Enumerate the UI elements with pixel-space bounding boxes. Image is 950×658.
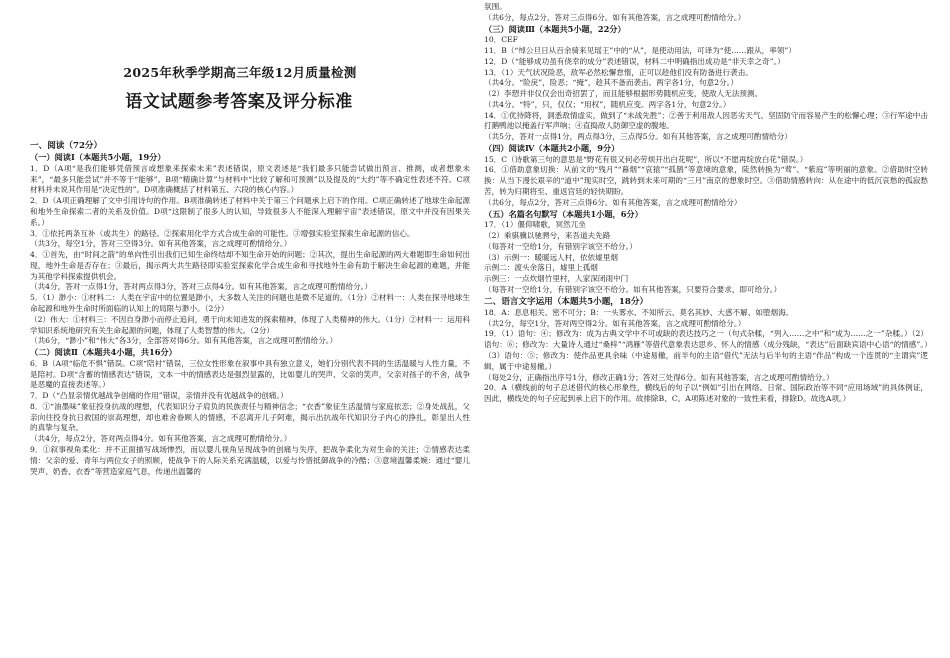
score-note-q14: （共5分，答对一点得1分，两点得3分，三点得5分。如有其他答案，言之成理可酌情给分） [484,132,792,142]
score-note-q17-3: （每答对一空给1分，有错别字该空不给分。如有其他答案，只要符合要求，即可给分。） [484,284,782,294]
answer-q15: 15．C（诗歌第三句的意思是“野花有很又何必劳烦开出白花呢”，所以“不愿再绽放白花”错误。） [484,154,808,164]
answer-q9: 9．①叙事视角柔化：并不正面描写战场惨烈，而以婴儿视角呈现战争的创痛与失序，把战争柔化为对生命的关注；②情感表达柔情：父亲的爱、青年与两位女子的照顾，使战争下的人际关系充满温暖，以爱与怜惜抵御战争的冷酷；③意境温馨柔婉：通过“婴儿哭声、奶香、衣香”等营造家庭气息，传递出温馨的 [30,445,470,476]
answer-q5-small: 5．（1）渺小：①材料二：人类在宇宙中的位置是渺小，大多数人关注的问题也是微不足道的。（1分）②材料一：人类在探寻地球生命起源和地外生命时所面临的认知上的局限与渺小。（2分） [30,293,470,313]
score-note-q5: （共6分，“渺小”和“伟大”各3分，全部答对得6分。如有其他答案，言之成理可酌情给分。） [30,336,338,346]
answer-q17-2: （2）乘骐骥以驰骋兮，来吾道夫先路 [484,230,611,240]
answer-q17-3: （3）示例一：暖暖远人村，依依墟里烟 [484,252,618,262]
reading4-heading: （四）阅读Ⅳ（本题共2小题，9分） [484,143,620,154]
score-note-q8: （共4分，每点2分，答对两点得4分。如有其他答案，言之成理可酌情给分。） [30,434,292,444]
left-column [30,140,470,477]
answer-q20: 20．A（横线前的句子总述借代的核心形象性，横线后的句子以“例如”引出在网络、日常、国际政治等不同“应用场域”的具体例证，因此，横线处的句子应起到承上启下的作用。故排除B、C。A项陈述对象的一致性来看，排除D。故选A项。） [484,383,928,404]
answer-q13-2: （2）李愬并非仅仅会出奇招罢了，而且能够根据形势随机应变，使敌人无法预测。 [484,89,763,99]
doc-title: 语文试题参考答案及评分标准 [125,92,353,112]
section-reading-heading: 一、阅读（72分） [30,141,103,151]
answer-q4: 4．①首先，由“时间之箭”的单向性引出我们已知生命终结却不知生命开始的问题；②其次，提出生命起源的两大难题即生命如何出现，地外生命是否存在；③最后，揭示两大共生路径即实验室探索化学合成生命和寻找地外生命有助于解决生命起源的难题，并能为其他学科探索提供机会。 [30,250,470,281]
answer-q2: 2．D（A项正确理解了文中引用诗句的作用。B项准确转述了材料中关于第三个问题承上启下的作用。C项正确转述了地球生命起源和地外生命探索二者的关系及价值。D项“这限制了很多人的认知，导致很多人不能深入理解宇宙”表述错误，原文中并没有因果关系。） [30,196,470,227]
answer-q12: 12．D（“能够成功虽有侥幸的成分”表述错误，材料二中明确指出成功是“非天幸之奇”。） [484,56,785,66]
answer-q17-example3: 示例三：一点炊烟竹里村，人家深闭雨中门 [484,274,629,284]
answer-q14: 14．①优待降将，洞悉敌情虚实，做到了“未战先胜”；②善于利用敌人因恶劣天气、坚固防守而容易产生的松懈心理；③行军途中击打鹅鸭池以掩盖行军声响；④直捣敌人防御空虚的腹地。 [484,110,928,131]
score-note-q4: （共4分，答对一点得1分，答对两点得3分，答对三点得4分。如有其他答案，言之成理可酌情给分。） [30,282,373,292]
score-note-q13-2: （共4分。“特”，只，仅仅；“用权”，随机应变。两字各1分，句意2分。） [484,99,731,109]
answer-q18: 18．A：息息相关、密不可分；B：一头雾水、不知所云、莫名其妙、大惑不解、如堕烟海。 [484,307,794,317]
recitation-heading: （五）名篇名句默写（本题共1小题，6分） [484,208,643,219]
reading3-heading: （三）阅读Ⅲ（本题共5小题，22分） [484,23,626,34]
answer-q1: 1．D（A项“是我们能够凭借预言或想象来探索未来”表述错误，原文表述是“我们最多只能尝试做出预言、推测，或者想象未来”，“最多只能尝试”并不等于“能够”。B项“精确计算”与材料中“比较了解和可预测”以及提及的“大约”等不确定性表述不符。C项材料并未说其作用是“决定性的”。D项准确概括了材料第五、六段的核心内容。） [30,163,470,195]
answer-q8: 8．①“油墨味”象征投身抗战的理想，代表知识分子肩负的民族责任与精神信念；“衣香”象征生活温情与家庭依恋；②身处战乱，父亲向往投身抗日救国的崇高理想，却也难舍眷顾人的情感，不忍离开儿子阿难，揭示出抗战年代知识分子内心的挣扎，彰显出人性的真挚与复杂。 [30,401,470,433]
answer-q6: 6．B（A项“临危不惧”错误。C项“陪衬”错误，三位女性形象在叙事中具有独立意义，她们分别代表不同的生活温暖与人性力量，不是陪衬。D项“含蓄的情感表达”错误，文本一中的情感表达是强烈显露的，比如婴儿的哭声、父亲的笑声，父亲对孩子的不舍，战争是恶魔的直接表述等。） [30,358,470,390]
answer-q17-1: 17．（1）偃仰啸歌，冥然兀坐 [484,220,586,230]
answer-q3: 3．①依托两条互补（或共生）的路径。②探索用化学方式合成生命的可能性。③增强实验室探索生命起源的信心。 [30,228,415,238]
right-column [484,2,928,405]
answer-q7: 7．D（“凸显亲情优越战争创痛的作用”错误，亲情并没有优越战争的创痛。） [30,391,288,401]
exam-title: 2025年秋季学期高三年级12月质量检测 [123,65,357,80]
score-note-q3: （共3分，每空1分，答对三空得3分。如有其他答案，言之成理可酌情给分。） [30,239,292,249]
score-note-q9: （共6分，每点2分，答对三点得6分。如有其他答案，言之成理可酌情给分。） [484,12,746,22]
answer-q13-1: 13．（1）天气状况险恶，敌军必然松懈怠惰，正可以趁他们没有防备进行袭击。 [484,67,753,77]
reading2-heading: （二）阅读Ⅱ（本题共4小题，共16分） [30,347,177,358]
answer-q11: 11．B（“绰公旦日从百余骑来见瑶王”中的“从”，是使动用法，可译为“使……跟从，率领”） [484,45,796,55]
reading1-heading: （一）阅读Ⅰ（本题共5小题，19分） [30,152,166,163]
section-language-heading: 二、语言文字运用（本题共5小题，18分） [484,296,649,307]
answer-q10: 10．CEF [484,35,518,45]
answer-q17-example2: 示例二：渡头余落日，墟里上孤烟 [484,263,598,273]
score-note-q18: （共2分，每空1分，答对两空得2分。如有其他答案，言之成理可酌情给分。） [484,318,746,328]
score-note-q13-1: （共4分。“险戾”，险恶；“掩”，趁其不备而袭击。两字各1分，句意2分。） [484,78,739,88]
score-note-q17: （每答对一空给1分，有错别字该空不给分。） [484,241,637,251]
score-note-q16: （共6分，每点2分，答对三点得6分。如有其他答案，言之成理可酌情给分） [484,197,742,207]
answer-q16: 16．①借助意象切换：从前文的“残月”“暮烟”“哀猿”“孤鹊”等意境的意象，陡然转换为“莺”、“紫庭”等明丽的意象。②借助时空转换：从当下漫长艰辛的“道中”现实时空，跳转到未来可期的“三月”南京的想象时空。③借助情感转向：从在途中的低沉哀愁的孤寂愁苦，转为归期将至、重返宫廷的轻快期盼。 [484,165,928,196]
answer-q9-cont: 氛围。 [484,2,507,11]
answer-q19: 19．（1）语句：④；修改为：成为古典文学中不可或缺的表达技巧之一（句式杂糅，“列入……之中”和“成为……之一”杂糅。）（2）语句：⑥；修改为：大量诗人通过“桑梓”“鸿雁”等借代意象表达思乡、怀人的情感（成分残缺，“表达”后面缺宾语中心语“的情感”。）（3）语句：⑤；修改为：使作品更具余味（中途易辙，前半句的主语“借代”无法与后半句的主语“作品”构成一个连贯的“主谓宾”逻辑，属于中途易辙。） [484,329,928,371]
score-note-q19: （每处2分，正确指出序号1分，修改正确1分；答对三处得6分。如有其他答案，言之成理可酌情给分。） [484,372,834,382]
answer-q5-great: （2）伟大：①材料三：不因自身渺小而停止追问，勇于向未知进发的探索精神，体现了人类精神的伟大。（1分）②材料一：运用科学知识系统地研究有关生命起源的问题，体现了人类智慧的伟大。（2分） [30,314,470,335]
